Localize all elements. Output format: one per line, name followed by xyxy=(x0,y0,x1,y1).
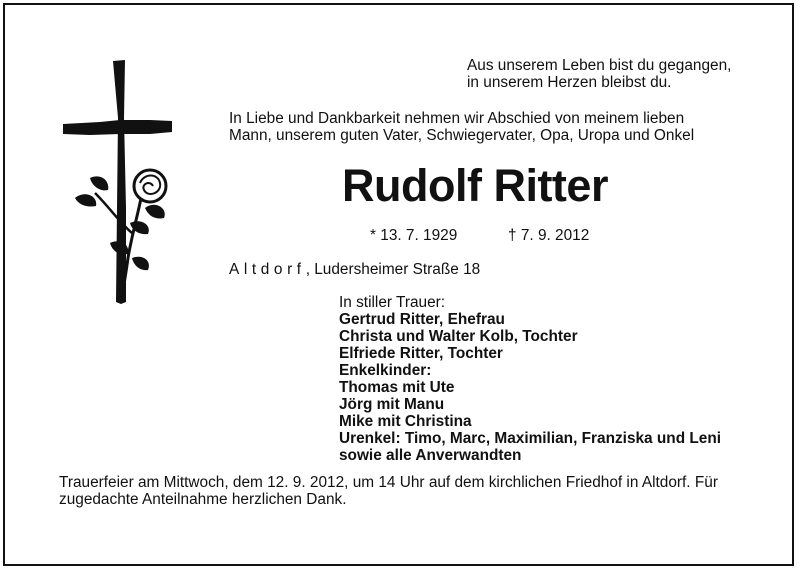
mourners-list xyxy=(339,294,721,464)
mourners-heading: In stiller Trauer: xyxy=(339,294,446,311)
mourner-entry: Mike mit Christina xyxy=(339,413,472,430)
mourner-entry: sowie alle Anverwandten xyxy=(339,447,522,464)
address-town: Altdorf xyxy=(229,261,306,278)
mourner-entry: Elfriede Ritter, Tochter xyxy=(339,345,503,362)
address xyxy=(229,261,480,278)
intro-line-1: In Liebe und Dankbarkeit nehmen wir Abschied von meinem lieben xyxy=(229,110,685,127)
mourner-entry: Gertrud Ritter, Ehefrau xyxy=(339,311,505,328)
funeral-info xyxy=(59,474,718,508)
motto-line-1: Aus unserem Leben bist du gegangen, xyxy=(467,57,732,74)
death-date: † 7. 9. 2012 xyxy=(508,227,590,244)
mourner-entry: Enkelkinder: xyxy=(339,362,432,379)
motto-verse xyxy=(467,57,731,91)
motto-line-2: in unserem Herzen bleibst du. xyxy=(467,74,672,91)
deceased-name: Rudolf Ritter xyxy=(342,160,608,211)
mourner-entry: Christa und Walter Kolb, Tochter xyxy=(339,328,578,345)
cross-with-rose-icon xyxy=(60,58,180,308)
address-street: , Ludersheimer Straße 18 xyxy=(305,261,481,278)
mourner-entry: Urenkel: Timo, Marc, Maximilian, Franziska und Leni xyxy=(339,430,722,447)
mourner-entry: Thomas mit Ute xyxy=(339,379,455,396)
birth-date: * 13. 7. 1929 xyxy=(370,227,458,244)
mourner-entry: Jörg mit Manu xyxy=(339,396,445,413)
intro-line-2: Mann, unserem guten Vater, Schwiegervater, Opa, Uropa und Onkel xyxy=(229,127,695,144)
funeral-info-line-1: Trauerfeier am Mittwoch, dem 12. 9. 2012, um 14 Uhr auf dem kirchlichen Friedhof in Altdorf. Für xyxy=(59,474,718,491)
intro-text xyxy=(229,110,694,144)
funeral-info-line-2: zugedachte Anteilnahme herzlichen Dank. xyxy=(59,491,347,508)
